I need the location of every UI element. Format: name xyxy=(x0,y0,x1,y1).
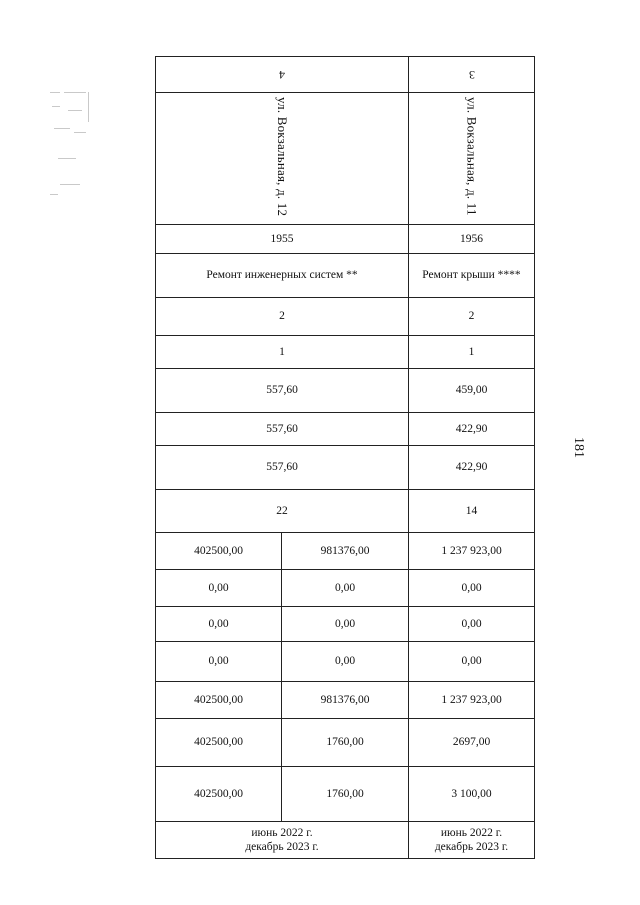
year-right: 1956 xyxy=(409,225,535,254)
column-header-left: 4 xyxy=(156,57,409,93)
data-table xyxy=(155,56,535,859)
period-row xyxy=(156,822,535,859)
cost-row xyxy=(156,767,535,822)
cost-cell-right: 3 100,00 xyxy=(409,767,535,822)
area-other-left: 557,60 xyxy=(156,446,409,490)
floors-left: 2 xyxy=(156,298,409,336)
area-other-row xyxy=(156,446,535,490)
cost-cell-b: 1760,00 xyxy=(282,767,409,822)
period-start-right: июнь 2022 г. xyxy=(440,826,503,839)
cost-cell-b: 0,00 xyxy=(282,607,409,642)
cost-cell-b: 0,00 xyxy=(282,642,409,682)
address-right: ул. Вокзальная, д. 11 xyxy=(409,93,535,225)
cost-row xyxy=(156,533,535,570)
cost-cell-a: 0,00 xyxy=(156,642,282,682)
cost-cell-right: 0,00 xyxy=(409,570,535,607)
entrances-left: 1 xyxy=(156,336,409,369)
cost-cell-a: 402500,00 xyxy=(156,682,282,719)
work-type-row xyxy=(156,254,535,298)
cost-cell-b: 981376,00 xyxy=(282,682,409,719)
floors-right: 2 xyxy=(409,298,535,336)
area-other-right: 422,90 xyxy=(409,446,535,490)
cost-row xyxy=(156,642,535,682)
year-left: 1955 xyxy=(156,225,409,254)
area-living-row xyxy=(156,413,535,446)
period-end-left: декабрь 2023 г. xyxy=(245,841,319,853)
header-row xyxy=(156,57,535,93)
year-row xyxy=(156,225,535,254)
area-total-left: 557,60 xyxy=(156,369,409,413)
entrances-row xyxy=(156,336,535,369)
work-type-right: Ремонт крыши **** xyxy=(409,254,535,298)
period-end-right: декабрь 2023 г. xyxy=(434,841,509,853)
area-total-row xyxy=(156,369,535,413)
area-total-right: 459,00 xyxy=(409,369,535,413)
cost-cell-right: 2697,00 xyxy=(409,719,535,767)
period-right xyxy=(409,822,535,859)
cost-cell-a: 402500,00 xyxy=(156,533,282,570)
cost-cell-right: 1 237 923,00 xyxy=(409,682,535,719)
cost-cell-right: 0,00 xyxy=(409,607,535,642)
cost-cell-b: 0,00 xyxy=(282,570,409,607)
residents-right: 14 xyxy=(409,490,535,533)
residents-left: 22 xyxy=(156,490,409,533)
entrances-right: 1 xyxy=(409,336,535,369)
area-living-right: 422,90 xyxy=(409,413,535,446)
cost-row xyxy=(156,682,535,719)
column-header-right: 3 xyxy=(409,57,535,93)
cost-cell-a: 402500,00 xyxy=(156,767,282,822)
cost-cell-a: 0,00 xyxy=(156,607,282,642)
address-left: ул. Вокзальная, д. 12 xyxy=(156,93,409,225)
area-living-left: 557,60 xyxy=(156,413,409,446)
residents-row xyxy=(156,490,535,533)
floors-row xyxy=(156,298,535,336)
cost-cell-a: 0,00 xyxy=(156,570,282,607)
cost-cell-right: 1 237 923,00 xyxy=(409,533,535,570)
cost-row xyxy=(156,570,535,607)
page-number: 181 xyxy=(571,437,586,458)
faint-stamp-marks xyxy=(48,88,92,198)
work-type-left: Ремонт инженерных систем ** xyxy=(156,254,409,298)
cost-row xyxy=(156,607,535,642)
period-left xyxy=(156,822,409,859)
cost-cell-b: 1760,00 xyxy=(282,719,409,767)
address-row xyxy=(156,93,535,225)
cost-cell-right: 0,00 xyxy=(409,642,535,682)
cost-row xyxy=(156,719,535,767)
cost-cell-a: 402500,00 xyxy=(156,719,282,767)
cost-cell-b: 981376,00 xyxy=(282,533,409,570)
period-start-left: июнь 2022 г. xyxy=(251,826,313,839)
